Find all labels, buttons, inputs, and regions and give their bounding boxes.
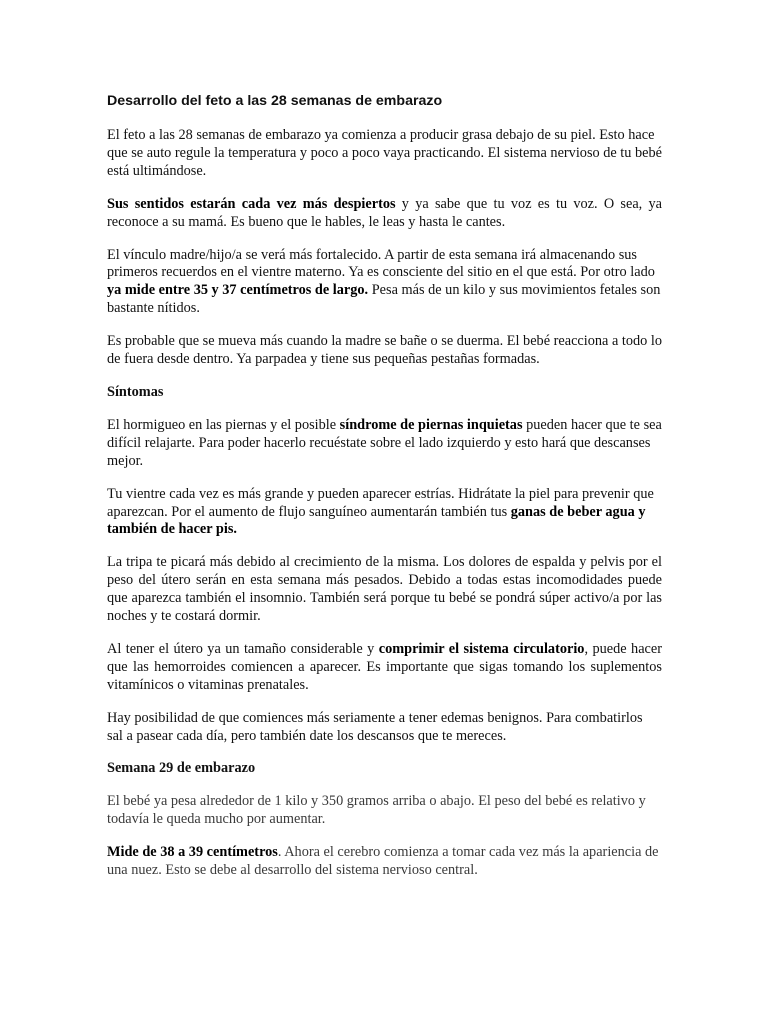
uterus-text-before: Al tener el útero ya un tamaño considerable y bbox=[107, 640, 379, 657]
uterus-text-after: , puede hacer que las hemorroides comiencen a aparecer. Es importante que sigas tomando los suplementos vitamínicos o vitaminas prenatales. bbox=[107, 640, 662, 693]
belly-text-before: Tu vientre cada vez es más grande y pueden aparecer estrías. Hidrátate la piel para prevenir que aparezcan. Por el aumento de flujo sanguíneo aumentarán también tus bbox=[107, 485, 654, 520]
heading-symptoms: Síntomas bbox=[107, 383, 164, 400]
bond-text-before: El vínculo madre/hijo/a se verá más fortalecido. A partir de esta semana irá almacenando sus primeros recuerdos en el vientre materno. Ya es consciente del sitio en el que está. Por otro lado bbox=[107, 246, 655, 281]
paragraph-belly bbox=[107, 486, 662, 540]
paragraph-movement: Es probable que se mueva más cuando la madre se bañe o se duerma. El bebé reacciona a todo lo de fuera desde dentro. Ya parpadea y tiene sus pequeñas pestañas formadas. bbox=[107, 333, 662, 368]
paragraph-itch: La tripa te picará más debido al crecimiento de la misma. Los dolores de espalda y pelvis por el peso del útero serán en esta semana más pesados. Debido a todas estas incomodidades puede que aparezca también el insomnio. También será porque tu bebé se pondrá súper activo/a por las noches y te costará dormir. bbox=[107, 554, 662, 625]
paragraph-weight: El bebé ya pesa alrededor de 1 kilo y 350 gramos arriba o abajo. El peso del bebé es relativo y todavía le queda mucho por aumentar. bbox=[107, 793, 646, 828]
senses-text: y ya sabe que tu voz es tu voz. O sea, ya reconoce a su mamá. Es bueno que le hables, le leas y hasta le cantes. bbox=[107, 195, 662, 230]
paragraph-length bbox=[107, 844, 662, 880]
paragraph-senses bbox=[107, 196, 662, 232]
paragraph-edema: Hay posibilidad de que comiences más seriamente a tener edemas benignos. Para combatirlos sal a pasear cada día, pero también date los descansos que te mereces. bbox=[107, 709, 643, 744]
length-bold-text: Mide de 38 a 39 centímetros bbox=[107, 844, 278, 861]
document-title: Desarrollo del feto a las 28 semanas de embarazo bbox=[107, 93, 443, 109]
belly-bold-text: ganas de beber agua y también de hacer pis. bbox=[107, 503, 646, 538]
paragraph-tingling bbox=[107, 417, 662, 471]
paragraph-bond bbox=[107, 247, 662, 319]
tingling-bold-text: síndrome de piernas inquietas bbox=[339, 416, 523, 433]
uterus-bold-text: comprimir el sistema circulatorio bbox=[378, 640, 585, 657]
bond-bold-text: ya mide entre 35 y 37 centímetros de largo. bbox=[107, 282, 369, 299]
paragraph-uterus bbox=[107, 641, 662, 695]
tingling-text-before: El hormigueo en las piernas y el posible bbox=[107, 416, 340, 433]
senses-bold-text: Sus sentidos estarán cada vez más despiertos bbox=[107, 195, 396, 212]
paragraph-intro: El feto a las 28 semanas de embarazo ya comienza a producir grasa debajo de su piel. Esto hace que se auto regule la temperatura y poco a poco vaya practicando. El sistema nervioso de tu bebé está ultimándose. bbox=[107, 127, 662, 179]
document-body bbox=[107, 91, 662, 896]
tingling-text-after: pueden hacer que te sea difícil relajarte. Para poder hacerlo recuéstate sobre el lado izquierdo y esto hará que descanses mejor. bbox=[107, 416, 662, 469]
bond-text-after: Pesa más de un kilo y sus movimientos fetales son bastante nítidos. bbox=[107, 282, 661, 317]
length-text-after: . Ahora el cerebro comienza a tomar cada vez más la apariencia de una nuez. Esto se debe al desarrollo del sistema nervioso central. bbox=[107, 844, 659, 879]
heading-week-29: Semana 29 de embarazo bbox=[107, 760, 256, 777]
